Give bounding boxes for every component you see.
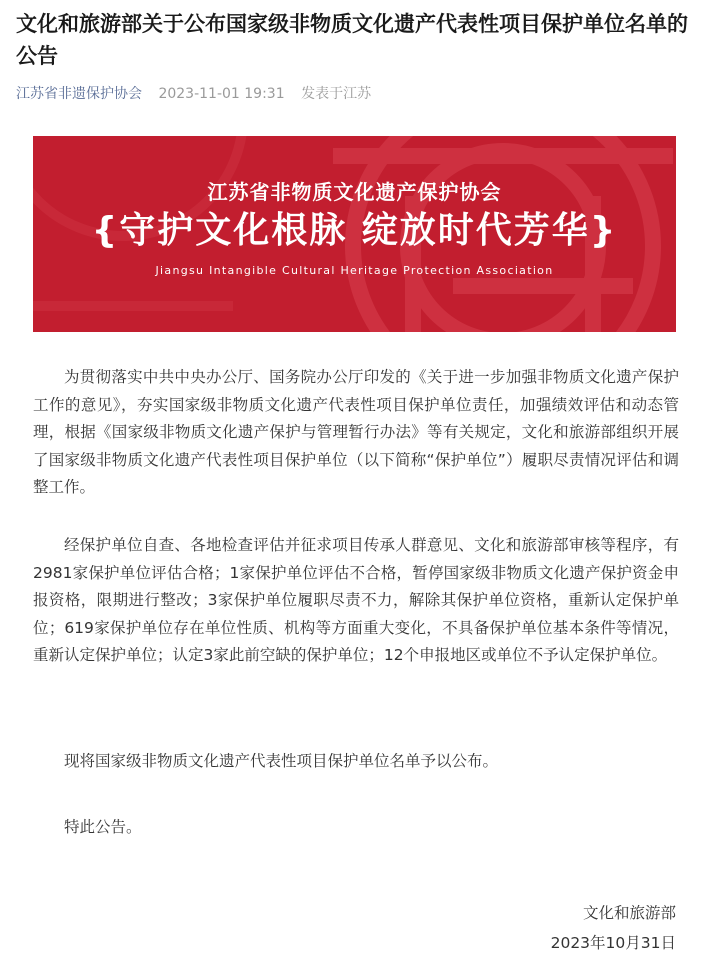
article-meta bbox=[16, 84, 706, 104]
body-paragraph: 现将国家级非物质文化遗产代表性项目保护单位名单予以公布。 bbox=[64, 752, 499, 770]
publish-location: 发表于江苏 bbox=[301, 86, 372, 102]
body-paragraph: 特此公告。 bbox=[64, 818, 142, 836]
body-paragraph: 经保护单位自查、各地检查评估并征求项目传承人群意见、文化和旅游部审核等程序，有2981家保护单位评估合格；1家保护单位评估不合格，暂停国家级非物质文化遗产保护资金申报资格，限期进行整改；3家保护单位履职尽责不力，解除其保护单位资格，重新认定保护单位；619家保护单位存在单位性质、机构等方面重大变化，不具备保护单位基本条件等情况，重新认定保护单位；认定3家此前空缺的保护单位；12个申报地区或单位不予认定保护单位。 bbox=[33, 536, 679, 664]
account-name-link[interactable]: 江苏省非遗保护协会 bbox=[16, 86, 142, 102]
signature-date: 2023年10月31日 bbox=[550, 934, 676, 952]
publish-time: 2023-11-01 19:31 bbox=[158, 86, 285, 102]
header-banner-image bbox=[33, 136, 676, 332]
body-paragraph: 为贯彻落实中共中央办公厅、国务院办公厅印发的《关于进一步加强非物质文化遗产保护工作的意见》，夯实国家级非物质文化遗产代表性项目保护单位责任，加强绩效评估和动态管理，根据《国家级非物质文化遗产保护与管理暂行办法》等有关规定，文化和旅游部组织开展了国家级非物质文化遗产代表性项目保护单位（以下简称“保护单位”）履职尽责情况评估和调整工作。 bbox=[33, 368, 679, 496]
article-title: 文化和旅游部关于公布国家级非物质文化遗产代表性项目保护单位名单的公告 bbox=[16, 12, 688, 68]
signature-organization: 文化和旅游部 bbox=[582, 904, 676, 922]
banner-org-name-en: Jiangsu Intangible Cultural Heritage Protection Association bbox=[155, 264, 554, 277]
banner-slogan: {守护文化根脉 绽放时代芳华} bbox=[91, 210, 618, 251]
banner-org-name-cn: 江苏省非物质文化遗产保护协会 bbox=[207, 180, 502, 204]
